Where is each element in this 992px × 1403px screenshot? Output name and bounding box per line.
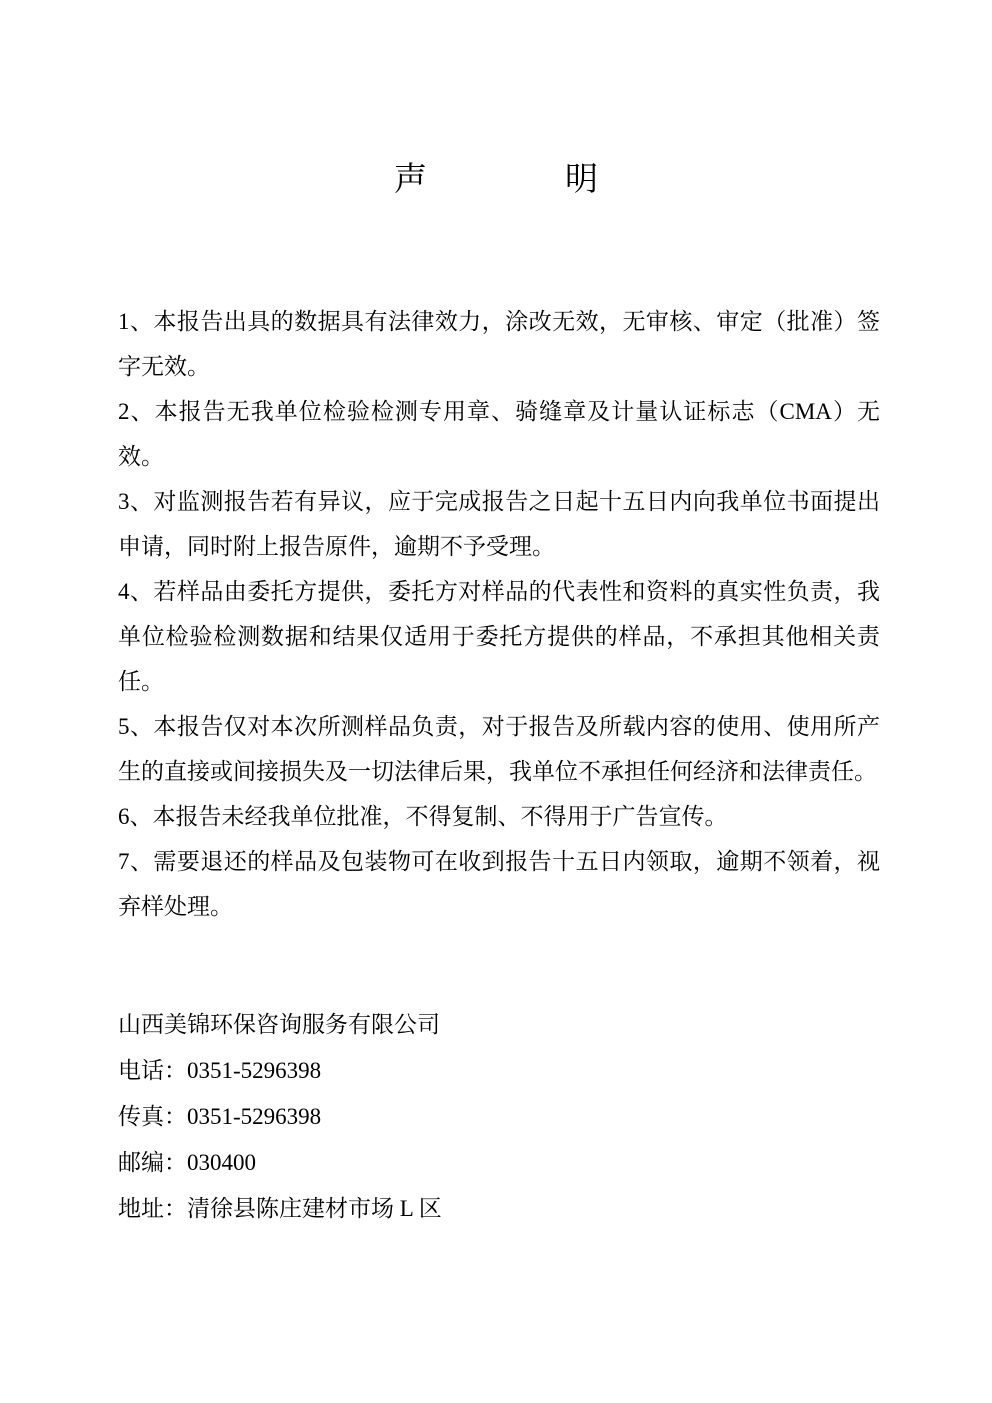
fax-value: 0351-5296398: [187, 1104, 322, 1129]
contact-postcode-line: [118, 1140, 880, 1186]
statement-item-1: 1、本报告出具的数据具有法律效力，涂改无效，无审核、审定（批准）签字无效。: [118, 309, 880, 379]
company-name: 山西美锦环保咨询服务有限公司: [118, 1012, 440, 1037]
page-title: [0, 164, 992, 197]
statement-item-4: 4、若样品由委托方提供，委托方对样品的代表性和资料的真实性负责，我单位检验检测数据和结果仅适用于委托方提供的样品，不承担其他相关责任。: [118, 579, 880, 694]
statement-item-5: 5、本报告仅对本次所测样品负责，对于报告及所载内容的使用、使用所产生的直接或间接损失及一切法律后果，我单位不承担任何经济和法律责任。: [118, 714, 880, 784]
statement-item-6: 6、本报告未经我单位批准，不得复制、不得用于广告宣传。: [118, 804, 728, 829]
postcode-value: 030400: [187, 1150, 256, 1175]
address-label: 地址：: [118, 1196, 187, 1221]
phone-value: 0351-5296398: [187, 1058, 322, 1083]
postcode-label: 邮编：: [118, 1150, 187, 1175]
address-value: 清徐县陈庄建材市场 L 区: [187, 1196, 442, 1221]
contact-fax-line: [118, 1094, 880, 1140]
page-title-char-1: 声: [394, 162, 427, 198]
contact-block: [118, 1002, 880, 1232]
statement-item-2: 2、本报告无我单位检验检测专用章、骑缝章及计量认证标志（CMA）无效。: [118, 399, 880, 469]
contact-address-line: [118, 1186, 880, 1232]
statement-item-3: 3、对监测报告若有异议，应于完成报告之日起十五日内向我单位书面提出申请，同时附上报告原件，逾期不予受理。: [118, 489, 880, 559]
contact-phone-line: [118, 1048, 880, 1094]
phone-label: 电话：: [118, 1058, 187, 1083]
fax-label: 传真：: [118, 1104, 187, 1129]
statement-item-7: 7、需要退还的样品及包装物可在收到报告十五日内领取，逾期不领着，视弃样处理。: [118, 849, 880, 919]
statement-list: [118, 299, 880, 929]
page-title-char-2: 明: [565, 162, 598, 198]
